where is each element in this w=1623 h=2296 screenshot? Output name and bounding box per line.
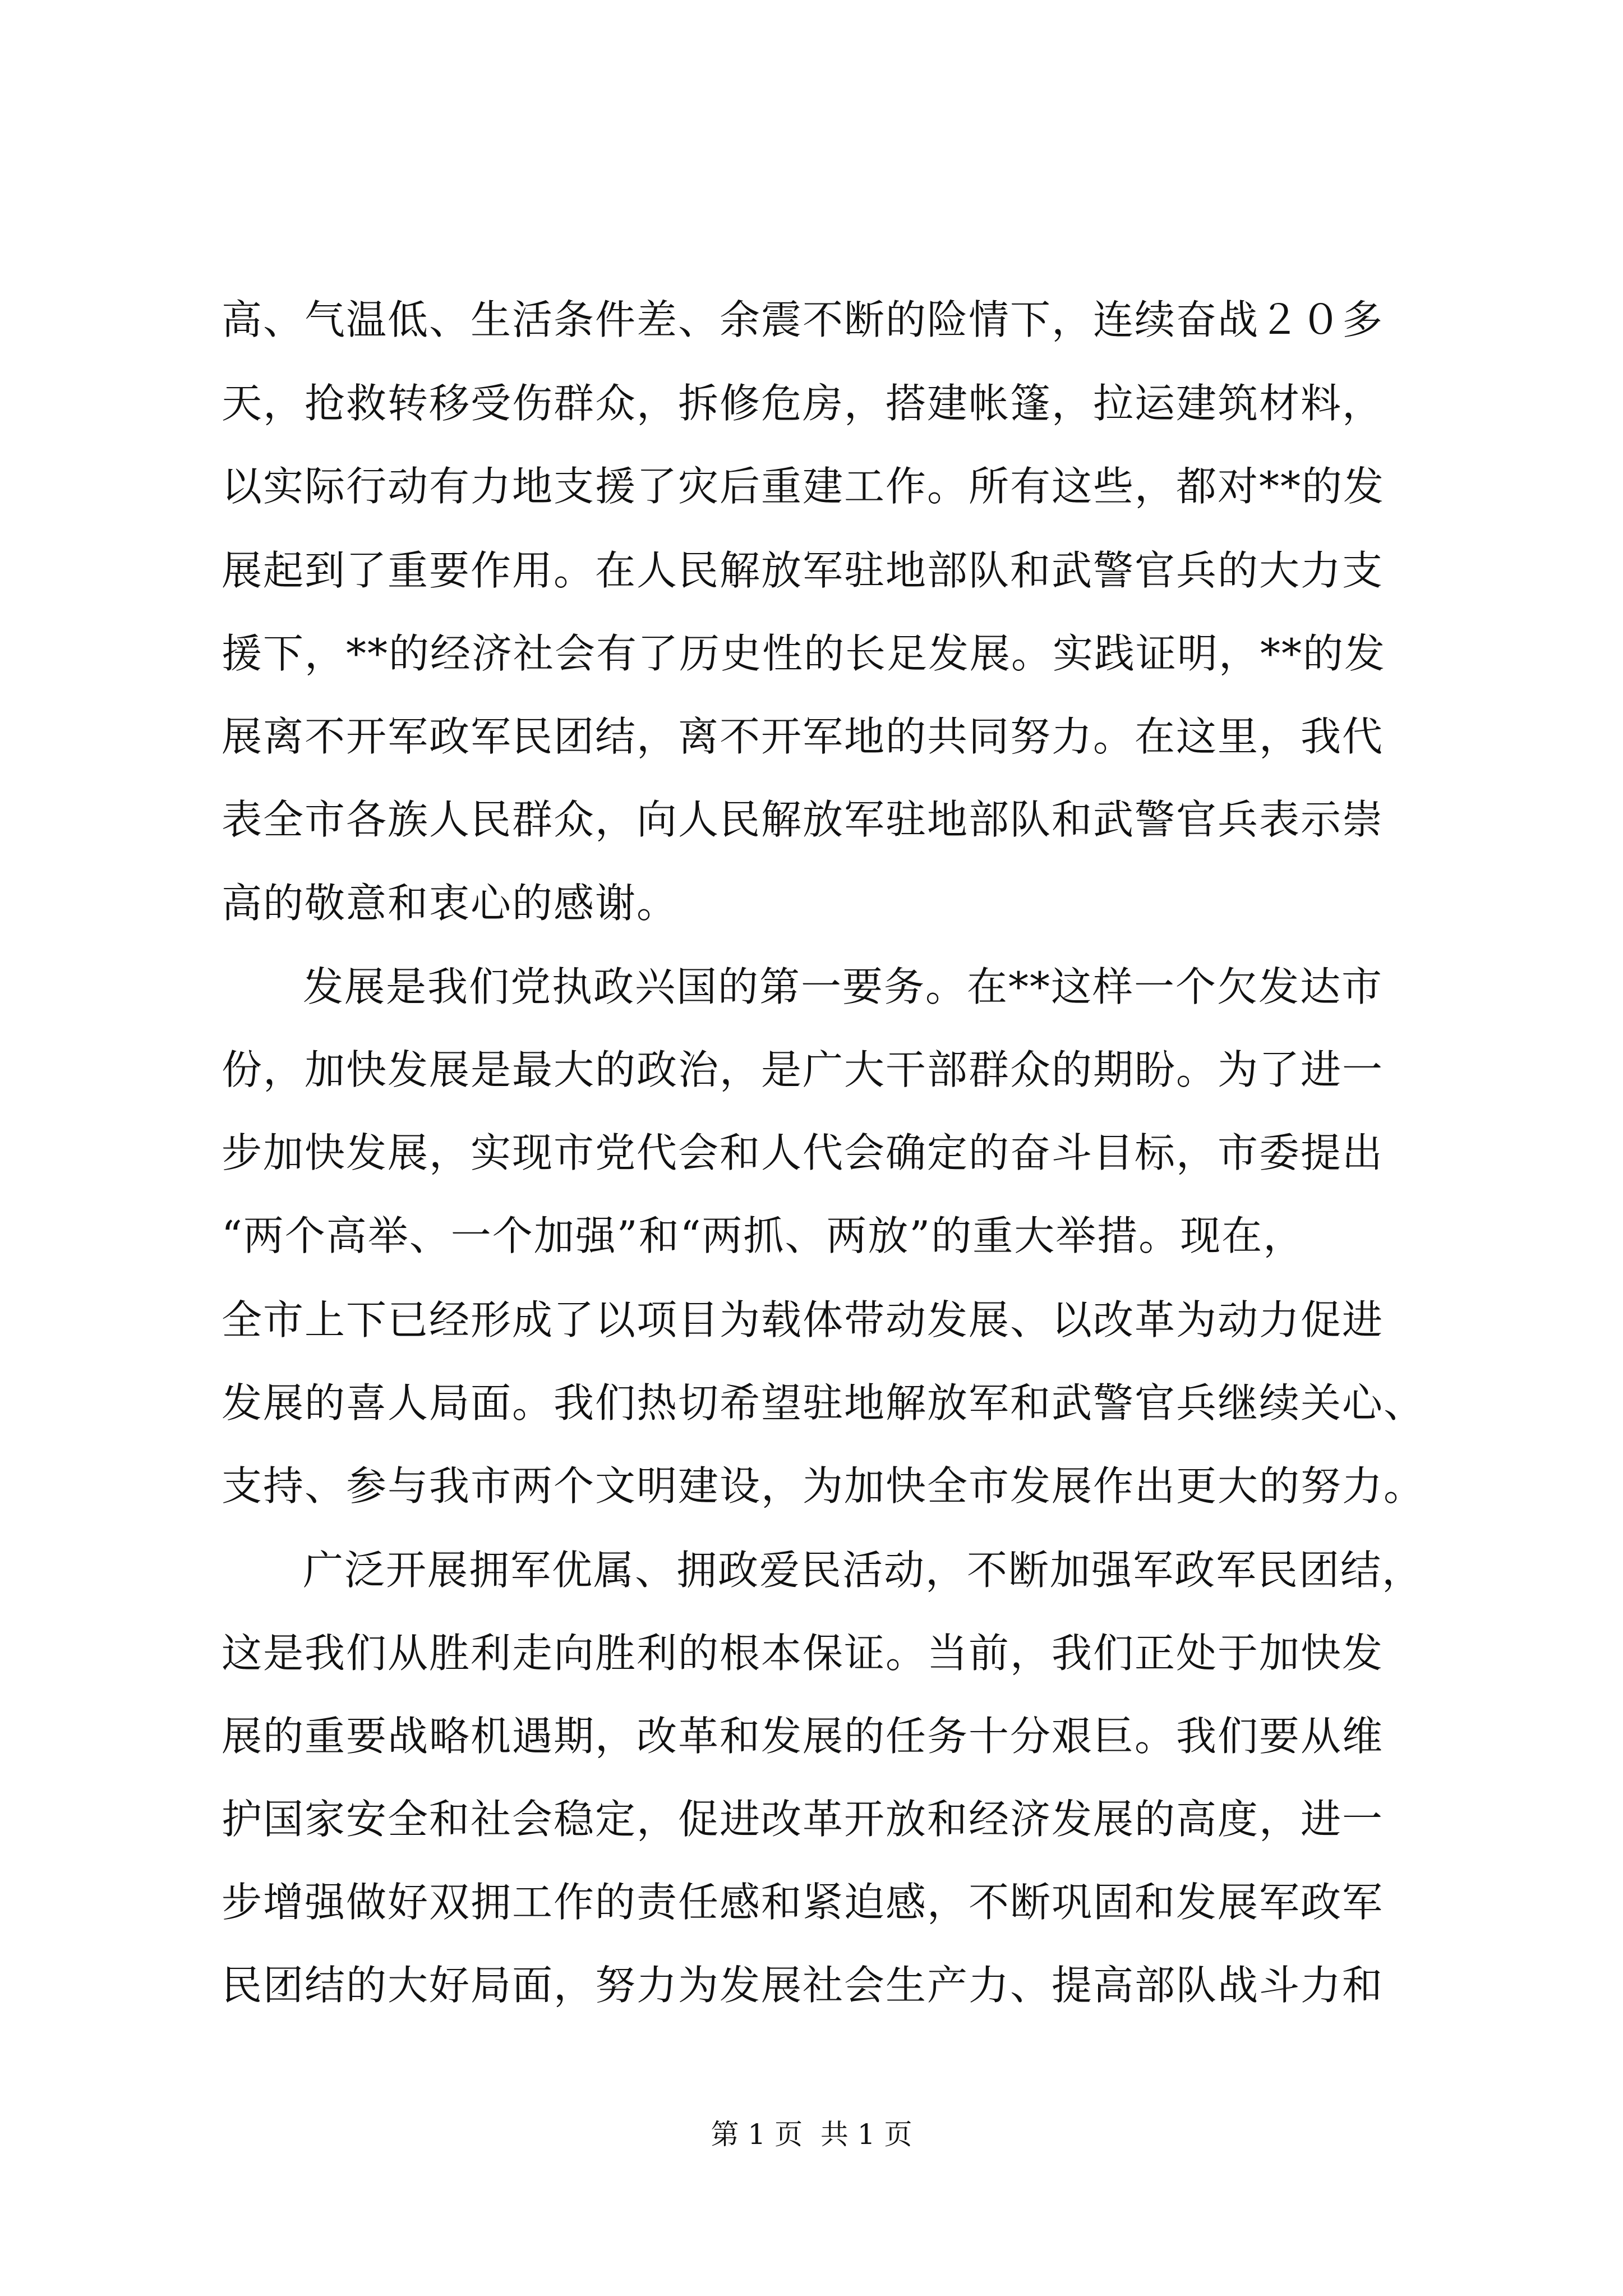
text-line: 护国家安全和社会稳定，促进改革开放和经济发展的高度，进一 [222, 1796, 1384, 1843]
text-line: 高的敬意和衷心的感谢。 [222, 880, 679, 927]
text-line: 展离不开军政军民团结，离不开军地的共同努力。在这里，我代 [222, 713, 1384, 760]
text-line: 援下，**的经济社会有了历史性的长足发展。实践证明，**的发 [222, 630, 1386, 677]
text-line: “两个高举、一个加强”和“两抓、两放”的重大举措。现在， [222, 1212, 1305, 1259]
paragraph-start-line: 广泛开展拥军优属、拥政爱民活动，不断加强军政军民团结， [303, 1547, 1424, 1594]
text-line: 表全市各族人民群众，向人民解放军驻地部队和武警官兵表示崇 [222, 796, 1384, 843]
text-line: 民团结的大好局面，努力为发展社会生产力、提高部队战斗力和 [222, 1962, 1384, 2009]
text-line: 全市上下已经形成了以项目为载体带动发展、以改革为动力促进 [222, 1296, 1384, 1343]
text-line: 步加快发展，实现市党代会和人代会确定的奋斗目标，市委提出 [222, 1129, 1384, 1176]
text-line: 展起到了重要作用。在人民解放军驻地部队和武警官兵的大力支 [222, 547, 1384, 594]
text-line: 展的重要战略机遇期，改革和发展的任务十分艰巨。我们要从维 [222, 1713, 1384, 1760]
paragraph-start-line: 发展是我们党执政兴国的第一要务。在**这样一个欠发达市 [303, 963, 1384, 1010]
text-line: 以实际行动有力地支援了灾后重建工作。所有这些，都对**的发 [222, 463, 1385, 510]
text-line: 发展的喜人局面。我们热切希望驻地解放军和武警官兵继续关心、 [222, 1379, 1426, 1427]
text-line: 这是我们从胜利走向胜利的根本保证。当前，我们正处于加快发 [222, 1630, 1384, 1677]
text-line: 高、气温低、生活条件差、余震不断的险情下，连续奋战２０多 [222, 296, 1384, 343]
text-line: 份，加快发展是最大的政治，是广大干部群众的期盼。为了进一 [222, 1046, 1384, 1093]
page-number: 第 1 页 共 1 页 [711, 2118, 912, 2151]
text-line: 天，抢救转移受伤群众，拆修危房，搭建帐篷，拉运建筑材料， [222, 380, 1384, 427]
text-line: 步增强做好双拥工作的责任感和紧迫感，不断巩固和发展军政军 [222, 1879, 1384, 1926]
page-footer [0, 2109, 1623, 2160]
text-line: 支持、参与我市两个文明建设，为加快全市发展作出更大的努力。 [222, 1462, 1426, 1510]
